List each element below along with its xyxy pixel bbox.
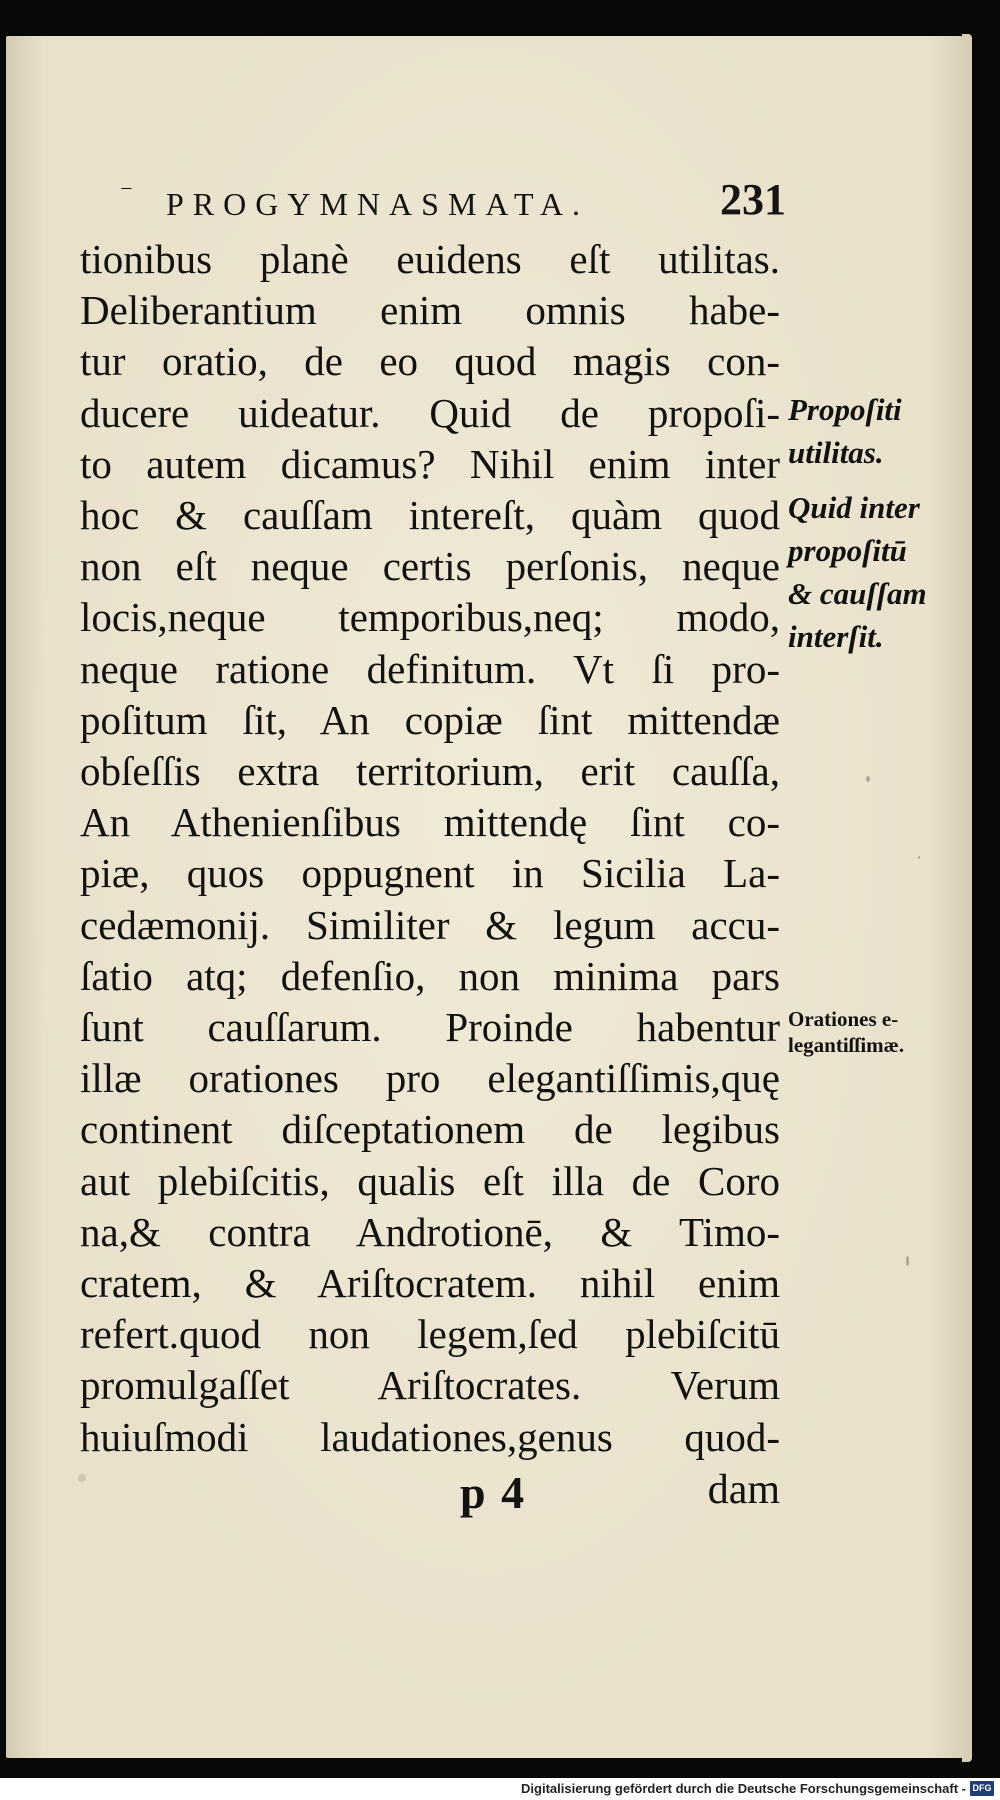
marginal-note-line: Propoſiti (788, 392, 902, 427)
marginal-note-line: Orationes e- (788, 1007, 899, 1031)
dfg-logo: DFG (970, 1781, 994, 1796)
text-line: locis,neque temporibus,neq; modo, (80, 594, 780, 641)
text-line: illæ orationes pro elegantiſſimis,quę (80, 1055, 780, 1102)
text-line: promulgaſſet Ariſtocrates. Verum (80, 1362, 780, 1409)
body-text (80, 234, 780, 1463)
marginal-note-line: utilitas. (788, 435, 884, 470)
marginal-note-line: & cauſſam (788, 576, 927, 611)
page-header (106, 144, 786, 224)
paper-speck (78, 1474, 86, 1482)
text-line: to autem dicamus? Nihil enim inter (80, 440, 780, 487)
catchline (80, 1466, 780, 1536)
paper-speck (866, 776, 870, 782)
text-line: cratem, & Ariſtocratem. nihil enim (80, 1260, 780, 1307)
marginal-note-line: Quid inter (788, 490, 920, 525)
book-page (6, 36, 966, 1758)
signature-mark: p 4 (460, 1467, 527, 1518)
marginal-note-line: interſit. (788, 619, 884, 654)
text-line: poſitum ſit, An copiæ ſint mittendæ (80, 696, 780, 743)
text-line: obſeſſis extra territorium, erit cauſſa, (80, 748, 780, 795)
catchword: dam (707, 1467, 780, 1513)
page-number: 231 (720, 175, 786, 224)
marginal-note-line: legantiſſimæ. (788, 1033, 905, 1057)
text-line: continent diſceptationem de legibus (80, 1106, 780, 1153)
digitization-footer (0, 1778, 1000, 1800)
text-line: huiuſmodi laudationes,genus quod- (80, 1413, 780, 1460)
marginal-note-orationes (788, 1006, 963, 1058)
text-line: Deliberantium enim omnis habe- (80, 287, 780, 334)
text-line: tur oratio, de eo quod magis con- (80, 338, 780, 385)
text-line: ducere uideatur. Quid de propoſi- (80, 389, 780, 436)
text-line: refert.quod non legem,ſed plebiſcitū (80, 1311, 780, 1358)
text-line: piæ, quos oppugnent in Sicilia La- (80, 850, 780, 897)
header-mark: ‾ (122, 186, 131, 215)
marginal-note-quid-inter (788, 486, 963, 658)
funding-credit: Digitalisierung gefördert durch die Deutsche Forschungsgemeinschaft - (521, 1781, 966, 1796)
text-line: na,& contra Androtionē, & Timo- (80, 1208, 780, 1255)
text-line: aut plebiſcitis, qualis eſt illa de Coro (80, 1157, 780, 1204)
text-line: An Athenienſibus mittendę ſint co- (80, 799, 780, 846)
text-line: neque ratione definitum. Vt ſi pro- (80, 645, 780, 692)
marginal-note-propositi-utilitas (788, 388, 963, 474)
text-line: tionibus planè euidens eſt utilitas. (80, 236, 780, 282)
text-line: cedæmonij. Similiter & legum accu- (80, 901, 780, 948)
paper-speck (906, 1256, 909, 1266)
paper-speck (918, 856, 920, 859)
text-line: hoc & cauſſam intereſt, quàm quod (80, 492, 780, 539)
text-line: ſunt cauſſarum. Proinde habentur (80, 1004, 780, 1051)
marginal-note-line: propoſitū (788, 533, 907, 568)
running-title: PROGYMNASMATA. (166, 186, 590, 222)
text-line: non eſt neque certis perſonis, neque (80, 543, 780, 590)
text-line: ſatio atq; defenſio, non minima pars (80, 952, 780, 999)
